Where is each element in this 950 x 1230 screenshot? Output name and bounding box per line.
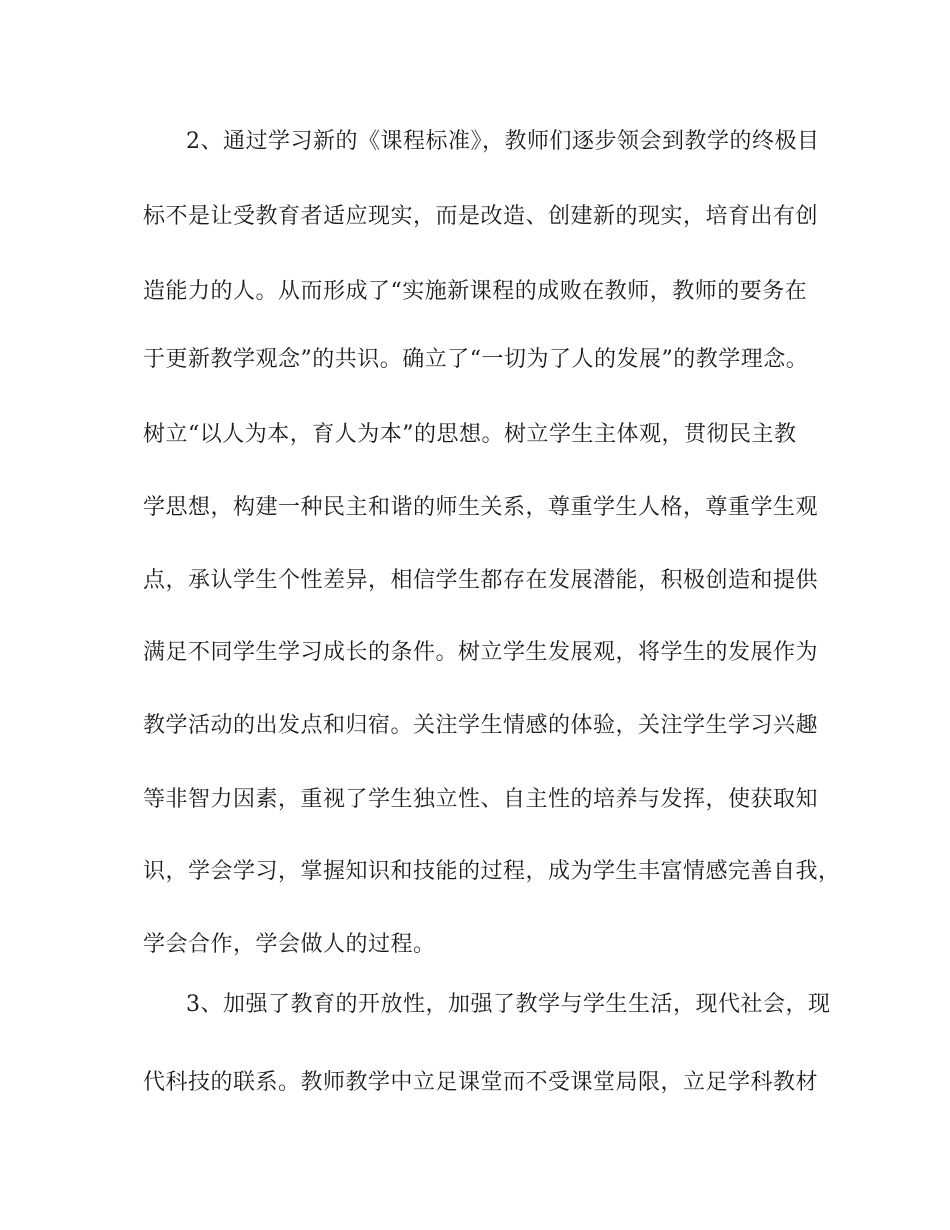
paragraph-2-line-10: 等非智力因素，重视了学生独立性、自主性的培养与发挥，使获取知 [143, 787, 819, 812]
paragraph-2-line-7: 点，承认学生个性差异，相信学生都存在发展潜能，积极创造和提供 [143, 568, 819, 593]
paragraph-3-line-2: 代科技的联系。教师教学中立足课堂而不受课堂局限，立足学科教材 [143, 1070, 819, 1095]
paragraph-2-line-6: 学思想，构建一种民主和谐的师生关系，尊重学生人格，尊重学生观 [143, 495, 819, 520]
paragraph-2-line-1: 2、通过学习新的《课程标准》，教师们逐步领会到教学的终极目 [186, 129, 820, 154]
paragraph-2-line-11: 识，学会学习，掌握知识和技能的过程，成为学生丰富情感完善自我， [143, 859, 841, 884]
paragraph-2-line-2: 标不是让受教育者适应现实，而是改造、创建新的现实，培育出有创 [143, 204, 819, 229]
paragraph-2-line-12: 学会合作，学会做人的过程。 [143, 932, 436, 957]
paragraph-2-line-3: 造能力的人。从而形成了“实施新课程的成败在教师，教师的要务在 [143, 279, 808, 304]
paragraph-2-line-5: 树立“以人为本，育人为本”的思想。树立学生主体观，贯彻民主教 [143, 422, 797, 447]
paragraph-2-line-9: 教学活动的出发点和归宿。关注学生情感的体验，关注学生学习兴趣 [143, 713, 819, 738]
paragraph-3-line-1: 3、加强了教育的开放性，加强了教学与学生生活，现代社会，现 [186, 992, 831, 1017]
paragraph-2-line-8: 满足不同学生学习成长的条件。树立学生发展观，将学生的发展作为 [143, 640, 819, 665]
paragraph-2-line-4: 于更新教学观念”的共识。确立了“一切为了人的发展”的教学理念。 [143, 347, 809, 372]
